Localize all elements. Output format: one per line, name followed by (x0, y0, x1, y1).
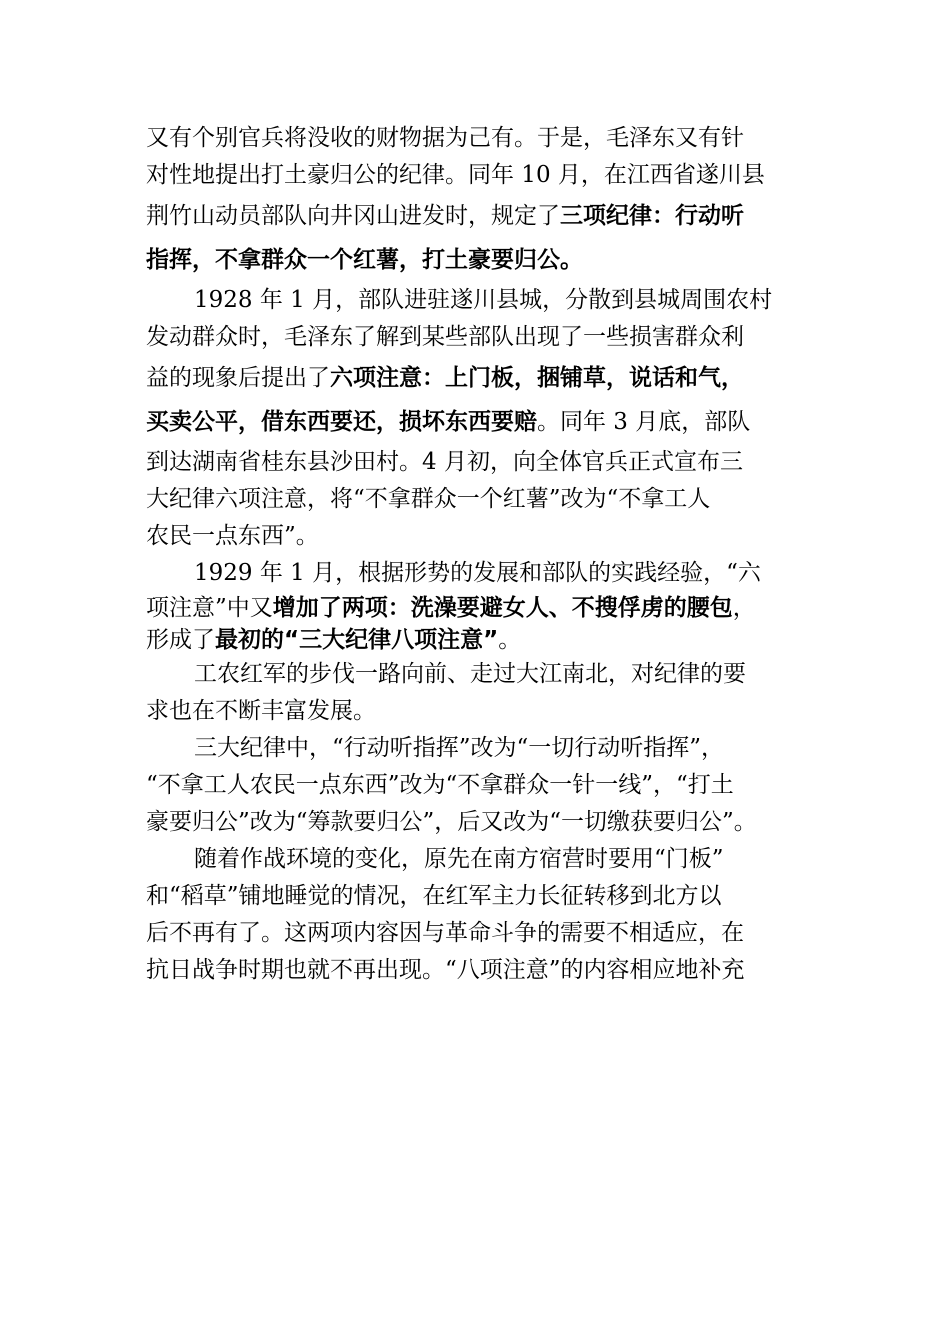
text-run: 形成了 (146, 627, 215, 653)
text-run: 对性地提出打土豪归公的纪律。同年 10 月，在江西省遂川县 (146, 162, 765, 188)
text-line (146, 915, 816, 952)
text-run: ， (732, 595, 756, 621)
text-run: “不拿工人农民一点东西”改为“不拿群众一针一线”，“打土 (146, 772, 734, 798)
text-run: 。同年 3 月底，部队 (537, 409, 751, 435)
text-run: 荆竹山动员部队向井冈山进发时，规定了 (146, 203, 560, 229)
bold-text-run: 增加了两项：洗澡要避女人、不搜俘虏的腰包 (272, 595, 733, 621)
text-line (146, 194, 816, 238)
text-line (146, 767, 816, 804)
text-line (146, 656, 816, 693)
paragraph (146, 656, 816, 730)
text-line (146, 878, 816, 915)
paragraph (146, 120, 816, 282)
text-run: 又有个别官兵将没收的财物据为己有。于是，毛泽东又有针 (146, 125, 744, 151)
document-body (146, 120, 816, 989)
text-run: 1929 年 1 月，根据形势的发展和部队的实践经验，“六 (194, 560, 761, 586)
text-line (146, 444, 816, 481)
text-run: 和“稻草”铺地睡觉的情况，在红军主力长征转移到北方以 (146, 883, 722, 909)
bold-text-run: 指挥，不拿群众一个红薯，打土豪要归公。 (146, 247, 583, 273)
text-run: 三大纪律中，“行动听指挥”改为“一切行动听指挥”， (194, 735, 725, 761)
text-line (146, 120, 816, 157)
text-run: 项注意”中又 (146, 595, 273, 621)
text-line (146, 693, 816, 730)
text-run: 豪要归公”改为“筹款要归公”，后又改为“一切缴获要归公”。 (146, 809, 757, 835)
text-run: 益的现象后提出了 (146, 365, 330, 391)
text-line (146, 952, 816, 989)
text-run: 。 (498, 627, 522, 653)
paragraph (146, 555, 816, 656)
bold-text-run: 六项注意：上门板，捆铺草，说话和气， (330, 365, 744, 391)
text-run: 农民一点东西”。 (146, 523, 319, 549)
text-run: 大纪律六项注意，将“不拿群众一个红薯”改为“不拿工人 (146, 486, 711, 512)
text-run: 到达湖南省桂东县沙田村。4 月初，向全体官兵正式宣布三 (146, 449, 743, 475)
text-line (146, 730, 816, 767)
text-run: 抗日战争时期也就不再出现。“八项注意”的内容相应地补充 (146, 957, 745, 983)
paragraph (146, 841, 816, 989)
bold-text-run: 最初的“三大纪律八项注意” (215, 627, 499, 653)
text-line (146, 624, 816, 656)
text-line (146, 238, 816, 282)
text-line (146, 319, 816, 356)
text-line (146, 282, 816, 319)
bold-text-run: 买卖公平，借东西要还，损坏东西要赔 (146, 409, 537, 435)
paragraph (146, 730, 816, 841)
text-run: 后不再有了。这两项内容因与革命斗争的需要不相适应，在 (146, 920, 744, 946)
text-line (146, 841, 816, 878)
text-run: 工农红军的步伐一路向前、走过大江南北，对纪律的要 (194, 661, 746, 687)
text-run: 发动群众时，毛泽东了解到某些部队出现了一些损害群众利 (146, 324, 744, 350)
paragraph (146, 282, 816, 555)
text-run: 1928 年 1 月，部队进驻遂川县城，分散到县城周围农村 (194, 287, 773, 313)
text-line (146, 481, 816, 518)
text-line (146, 400, 816, 444)
text-line (146, 555, 816, 592)
text-run: 求也在不断丰富发展。 (146, 698, 376, 724)
text-line (146, 356, 816, 400)
text-line (146, 518, 816, 555)
text-line (146, 157, 816, 194)
text-run: 随着作战环境的变化，原先在南方宿营时要用“门板” (194, 846, 724, 872)
text-line (146, 804, 816, 841)
text-line (146, 592, 816, 624)
bold-text-run: 三项纪律：行动听 (560, 203, 744, 229)
